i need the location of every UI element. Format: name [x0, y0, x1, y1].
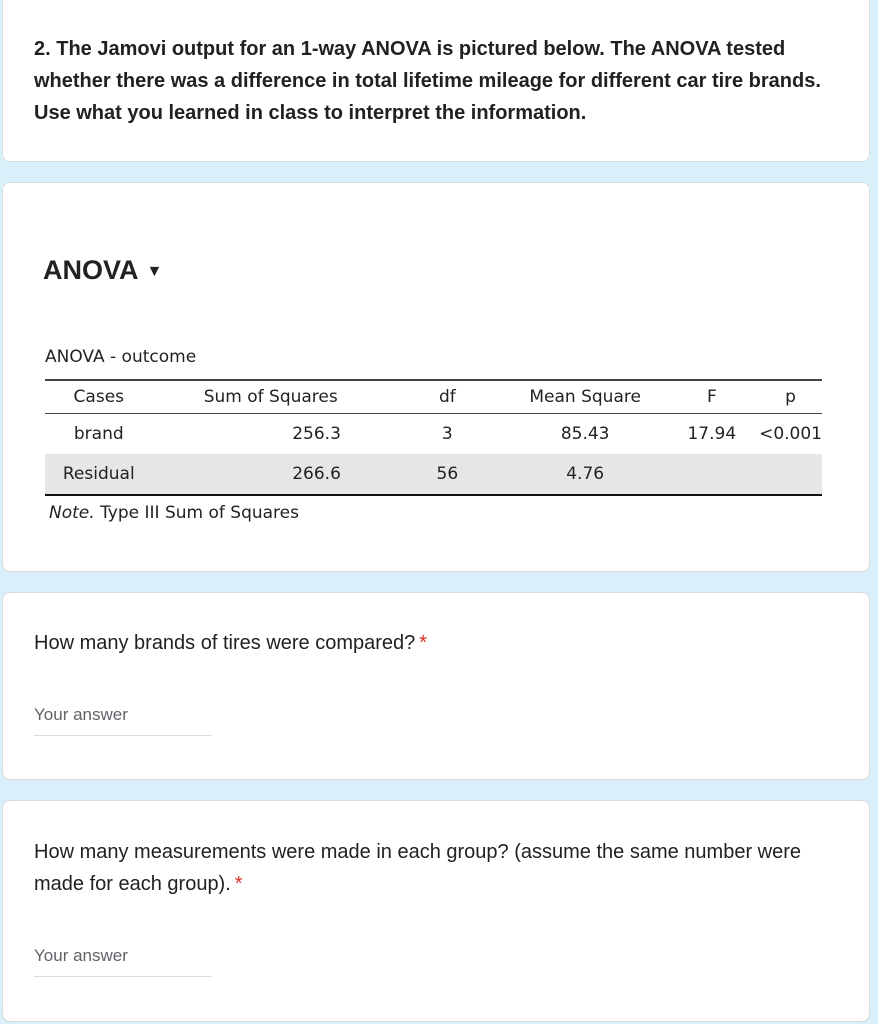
- column-header-df: df: [389, 380, 506, 414]
- question-card-measurements: [2, 800, 870, 1022]
- cell-df: 56: [389, 454, 506, 495]
- note-label: Note.: [49, 503, 95, 523]
- question-title: [34, 836, 844, 900]
- cell-mean-square: 85.43: [560, 424, 610, 444]
- anova-output-card: [2, 182, 870, 572]
- question-text: How many brands of tires were compared?: [34, 632, 416, 654]
- column-header-mean-square: Mean Square: [506, 380, 665, 414]
- cell-sum-of-squares: 256.3: [292, 424, 341, 444]
- question-text: How many measurements were made in each group? (assume the same number were made for each group).: [34, 841, 802, 895]
- table-note: [49, 503, 299, 523]
- note-text: Type III Sum of Squares: [100, 503, 299, 523]
- required-asterisk: *: [419, 632, 428, 654]
- column-header-p: p: [759, 380, 822, 414]
- table-row: [45, 454, 822, 495]
- table-title: ANOVA - outcome: [45, 347, 197, 367]
- column-header-sum-of-squares: Sum of Squares: [153, 380, 389, 414]
- question-title: [34, 627, 844, 659]
- cell-p: [759, 454, 822, 495]
- question-description-card: [2, 0, 870, 162]
- table-row: [45, 414, 822, 455]
- cell-p: <0.001: [759, 424, 822, 444]
- column-header-f: F: [665, 380, 760, 414]
- caret-down-icon: ▼: [146, 263, 163, 280]
- answer-input[interactable]: Your answer: [34, 946, 212, 977]
- cell-f: 17.94: [687, 424, 737, 444]
- cell-f: [665, 454, 760, 495]
- cell-cases: brand: [73, 424, 124, 444]
- required-asterisk: *: [234, 873, 243, 895]
- column-header-cases: Cases: [45, 380, 153, 414]
- answer-input[interactable]: Your answer: [34, 705, 212, 736]
- table-header-row: [45, 380, 822, 414]
- cell-sum-of-squares: 266.6: [153, 454, 389, 495]
- anova-table: [45, 379, 822, 496]
- cell-mean-square: 4.76: [506, 454, 665, 495]
- cell-cases: Residual: [45, 454, 153, 495]
- anova-heading-label: ANOVA: [43, 255, 139, 285]
- question-card-brands: [2, 592, 870, 780]
- anova-heading: [43, 255, 162, 286]
- question-description: 2. The Jamovi output for an 1-way ANOVA is pictured below. The ANOVA tested whether there was a difference in total lifetime mileage for different car tire brands. Use what you learned in class to interpret the information.: [34, 38, 821, 124]
- cell-df: 3: [441, 424, 453, 444]
